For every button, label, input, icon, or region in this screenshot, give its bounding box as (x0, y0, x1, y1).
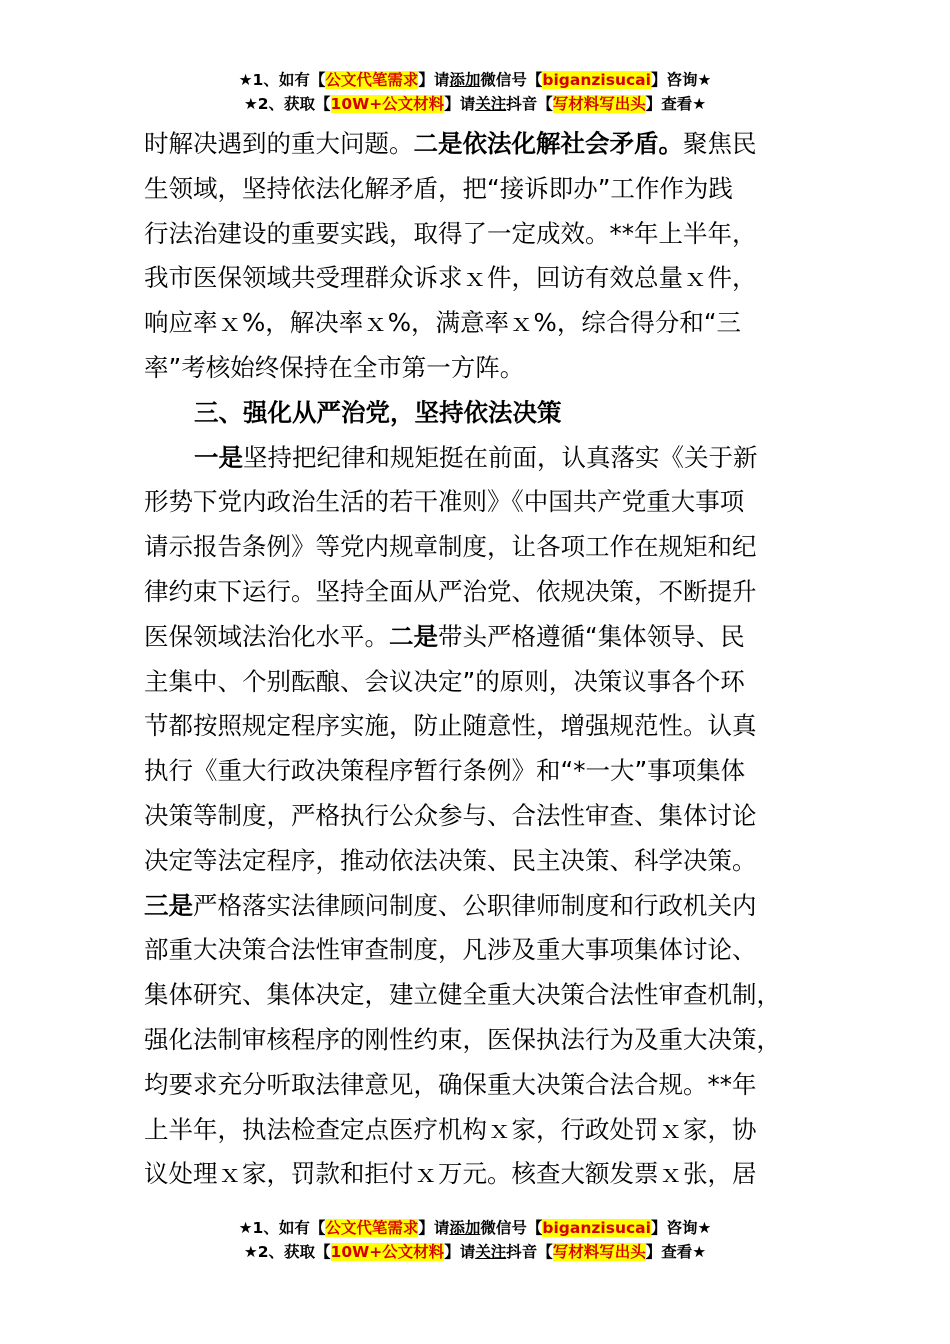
body-line: 律约束下运行。坚持全面从严治党、依规决策，不断提升 (144, 576, 757, 606)
promo-text: 微信号【 (480, 71, 543, 89)
body-line: 议处理ｘ家，罚款和拒付ｘ万元。核查大额发票ｘ张，居 (144, 1159, 757, 1189)
body-line: 节都按照规定程序实施，防止随意性，增强规范性。认真 (144, 711, 757, 741)
body-line: 响应率ｘ%，解决率ｘ%，满意率ｘ%，综合得分和“三 (144, 308, 742, 338)
body-line (144, 436, 824, 481)
promo-text: 】咨询★ (650, 71, 712, 89)
promo-row-2 (0, 1240, 950, 1264)
body-line: 决策等制度，严格执行公众参与、合法性审查、集体讨论 (144, 800, 757, 830)
body-line: 我市医保领域共受理群众诉求ｘ件，回访有效总量ｘ件， (144, 263, 757, 293)
promo-text: 】请 (444, 95, 476, 113)
body-line: 行法治建设的重要实践，取得了一定成效。**年上半年， (144, 218, 757, 248)
promo-underline: 添加 (449, 1219, 481, 1237)
bottom-promo-banner (0, 1216, 950, 1264)
body-line: 决定等法定程序，推动依法决策、民主决策、科学决策。 (144, 845, 757, 875)
promo-row-1 (0, 68, 950, 92)
promo-text: 】请 (418, 71, 450, 89)
promo-text: 微信号【 (480, 1219, 543, 1237)
promo-highlight-service: 公文代笔需求 (325, 71, 419, 89)
promo-text: 】咨询★ (650, 1219, 712, 1237)
text: 医保领域法治化水平。 (144, 621, 389, 651)
text: 坚持把纪律和规矩挺在前面，认真落实《关于新 (243, 442, 758, 472)
promo-highlight-douyin: 写材料写出头 (552, 95, 646, 113)
body-line: 部重大决策合法性审查制度，凡涉及重大事项集体讨论、 (144, 935, 757, 965)
body-line: 主集中、个别酝酿、会议决定”的原则，决策议事各个环 (144, 666, 745, 696)
body-line: 集体研究、集体决定，建立健全重大决策合法性审查机制， (144, 980, 781, 1010)
promo-text: 1、如有【 (252, 71, 326, 89)
document-body (144, 122, 824, 1197)
text: 带头严格遵循“集体领导、民 (438, 621, 745, 651)
body-line: 率”考核始终保持在全市第一方阵。 (144, 352, 525, 382)
promo-text: 抖音【 (506, 95, 553, 113)
bold-lead: 二是依法化解社会矛盾。 (413, 129, 683, 158)
body-line: 强化法制审核程序的刚性约束，医保执法行为及重大决策， (144, 1024, 781, 1054)
bold-lead: 一是 (194, 442, 243, 472)
text: 时解决遇到的重大问题。 (144, 129, 414, 158)
body-line (144, 615, 824, 660)
body-line: 执行《重大行政决策程序暂行条例》和“*一大”事项集体 (144, 756, 746, 786)
promo-underline: 关注 (475, 1243, 507, 1261)
body-line (144, 884, 824, 929)
star-icon: ★ (243, 1243, 258, 1261)
star-icon: ★ (243, 95, 258, 113)
body-line (144, 122, 824, 167)
promo-text: 】查看★ (645, 1243, 707, 1261)
text: 严格落实法律顾问制度、公职律师制度和行政机关内 (193, 890, 757, 920)
promo-text: 2、获取【 (257, 95, 331, 113)
body-line: 请示报告条例》等党内规章制度，让各项工作在规矩和纪 (144, 532, 757, 562)
text: 聚焦民 (683, 129, 757, 158)
promo-highlight-wechat: biganzisucai (542, 71, 651, 89)
promo-row-1 (0, 1216, 950, 1240)
promo-row-2 (0, 92, 950, 116)
section-heading-text: 三、强化从严治党，坚持依法决策 (194, 397, 562, 427)
promo-underline: 添加 (449, 71, 481, 89)
promo-highlight-materials: 10W+公文材料 (330, 1243, 445, 1261)
promo-highlight-wechat: biganzisucai (542, 1219, 651, 1237)
promo-underline: 关注 (475, 95, 507, 113)
star-icon: ★ (238, 1219, 253, 1237)
body-line: 均要求充分听取法律意见，确保重大决策合法合规。**年 (144, 1069, 757, 1099)
bold-lead: 二是 (389, 621, 438, 651)
body-line: 生领域，坚持依法化解矛盾，把“接诉即办”工作作为践 (144, 173, 733, 203)
promo-highlight-service: 公文代笔需求 (325, 1219, 419, 1237)
star-icon: ★ (238, 71, 253, 89)
section-heading (144, 391, 824, 436)
body-line: 上半年，执法检查定点医疗机构ｘ家，行政处罚ｘ家，协 (144, 1114, 757, 1144)
promo-highlight-materials: 10W+公文材料 (330, 95, 445, 113)
promo-text: 2、获取【 (257, 1243, 331, 1261)
bold-lead: 三是 (144, 890, 193, 920)
promo-text: 】请 (418, 1219, 450, 1237)
promo-text: 抖音【 (506, 1243, 553, 1261)
promo-text: 】查看★ (645, 95, 707, 113)
body-line: 形势下党内政治生活的若干准则》《中国共产党重大事项 (144, 487, 745, 517)
promo-text: 】请 (444, 1243, 476, 1261)
promo-text: 1、如有【 (252, 1219, 326, 1237)
top-promo-banner (0, 68, 950, 116)
promo-highlight-douyin: 写材料写出头 (552, 1243, 646, 1261)
